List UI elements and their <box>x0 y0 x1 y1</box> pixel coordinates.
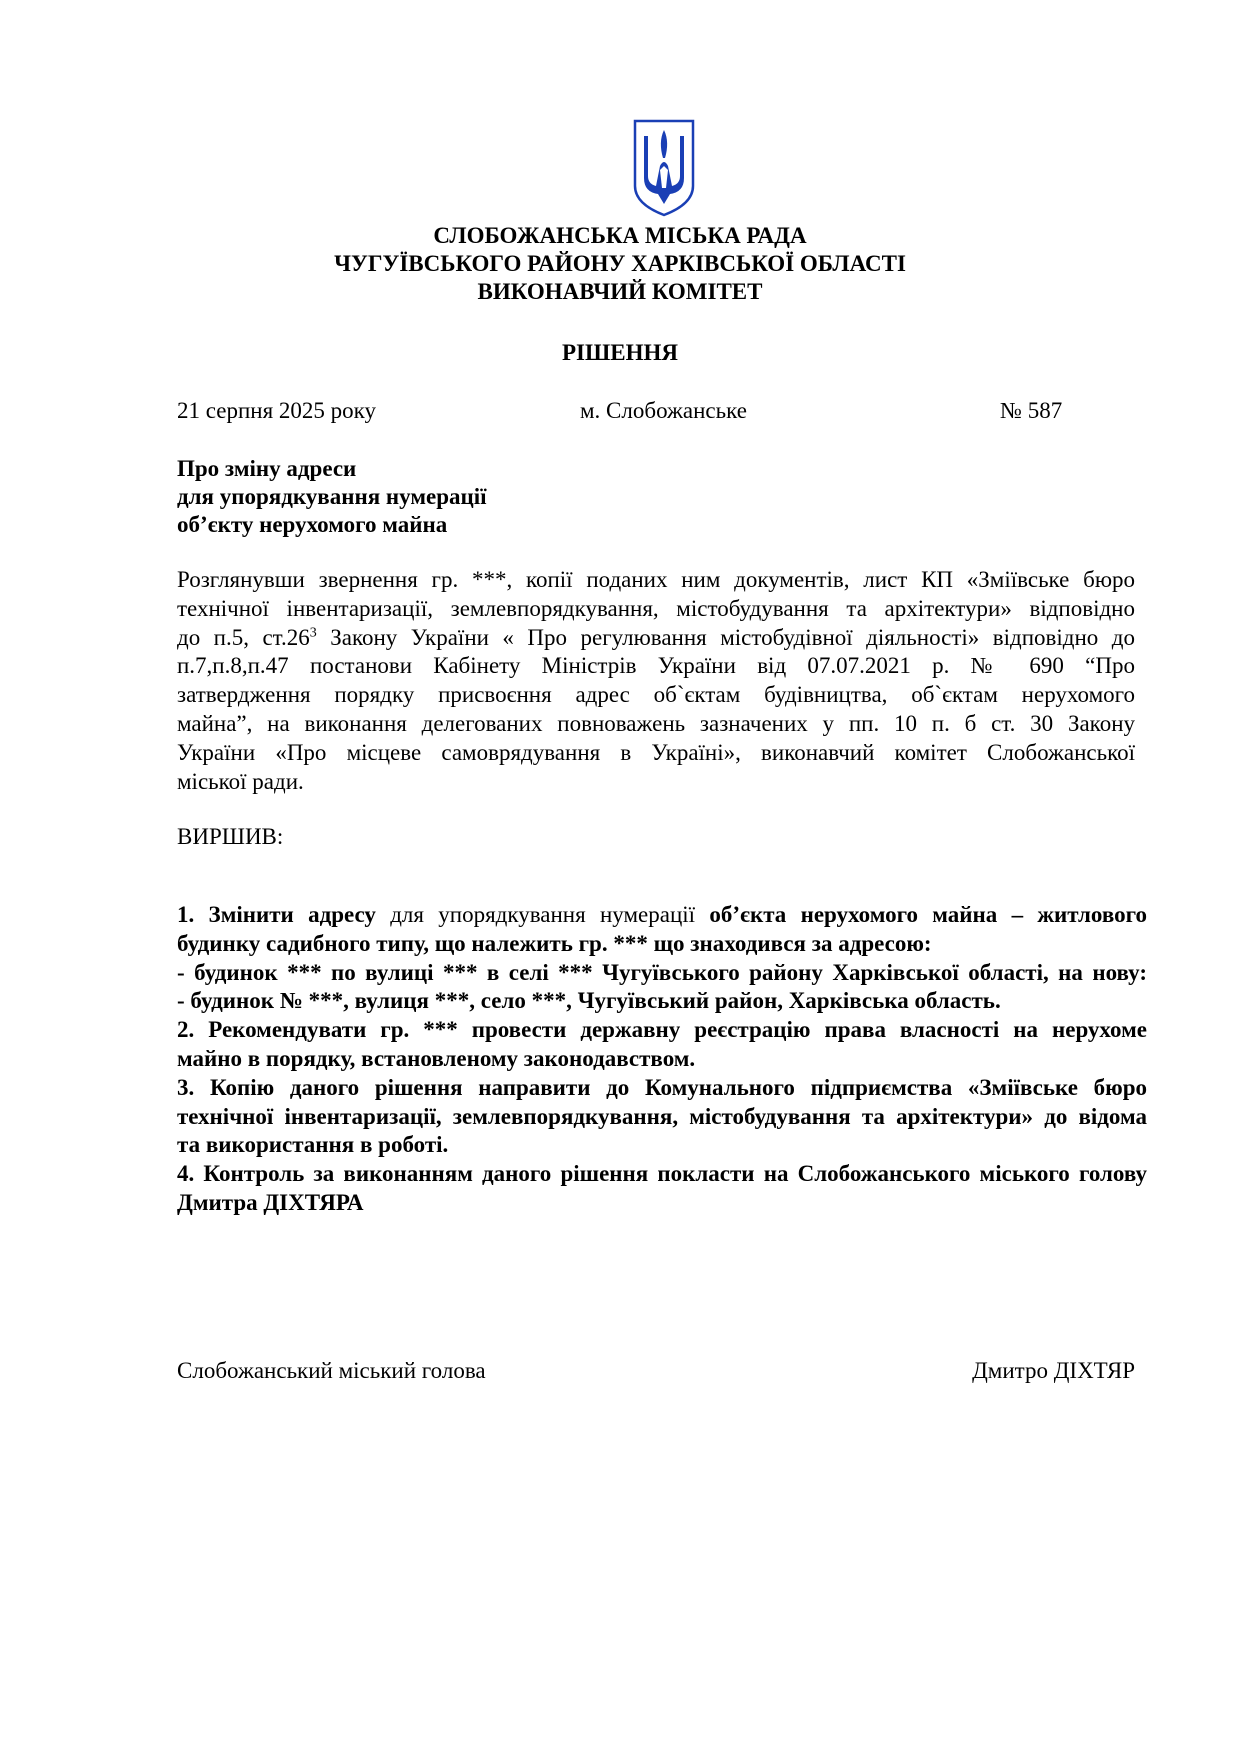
document-number: № 587 <box>1000 398 1063 423</box>
preamble-line: міської ради. <box>177 768 304 794</box>
article-superscript: 3 <box>309 624 317 640</box>
decision-text: об’єкта нерухомого майна – житлового <box>709 902 1147 927</box>
decision-line: будинку садибного типу, що належить гр. *** що знаходився за адресою: <box>177 930 932 956</box>
decision-line <box>177 901 1147 930</box>
decision-line: Дмитра ДІХТЯРА <box>177 1189 364 1215</box>
preamble-paragraph <box>177 566 1135 796</box>
preamble-text: Закону України « Про регулювання містобудівної діяльності» відповідно до <box>316 624 1135 650</box>
decision-line: - будинок № ***, вулиця ***, село ***, Чугуївський район, Харківська область. <box>177 988 1001 1014</box>
tryzub-coat-of-arms-icon <box>632 118 696 218</box>
council-district: ЧУГУЇВСЬКОГО РАЙОНУ ХАРКІВСЬКОЇ ОБЛАСТІ <box>334 251 906 276</box>
document-subject <box>177 455 487 539</box>
preamble-line: майна”, на виконання делегованих повноважень зазначених у пп. 10 п. б ст. 30 Закону <box>177 710 1135 736</box>
preamble-line: Розглянувши звернення гр. ***, копії поданих ним документів, лист КП «Зміївське бюро <box>177 567 1135 592</box>
council-header <box>0 222 1240 306</box>
decision-line: 4. Контроль за виконанням даного рішення покласти на Слобожанського міського голову <box>177 1161 1147 1187</box>
signatory-name: Дмитро ДІХТЯР <box>972 1358 1135 1383</box>
preamble-line: п.7,п.8,п.47 постанови Кабінету Міністрів України від 07.07.2021 р. № 690 “Про <box>177 653 1135 679</box>
decision-line: та використання в роботі. <box>177 1132 449 1158</box>
council-name: СЛОБОЖАНСЬКА МІСЬКА РАДА <box>433 223 807 248</box>
document-place: м. Слобожанське <box>580 398 747 423</box>
preamble-line <box>177 624 1135 653</box>
subject-line: об’єкту нерухомого майна <box>177 512 448 537</box>
resolved-heading: ВИРШИВ: <box>177 824 284 849</box>
document-date: 21 серпня 2025 року <box>177 398 376 423</box>
subject-line: Про зміну адреси <box>177 456 357 481</box>
decision-line: майно в порядку, встановленому законодавством. <box>177 1045 696 1071</box>
decision-line: - будинок *** по вулиці *** в селі *** Чугуївського району Харківської області, на нову: <box>177 959 1147 985</box>
decision-text: для упорядкування нумерації <box>375 902 710 927</box>
preamble-line: затвердження порядку присвоєння адрес об`єктам будівництва, об`єктам нерухомого <box>177 682 1135 708</box>
preamble-line: технічної інвентаризації, землевпорядкування, містобудування та архітектури» відповідно <box>177 595 1135 621</box>
decision-line: технічної інвентаризації, землевпорядкування, містобудування та архітектури» до відома <box>177 1103 1147 1129</box>
decision-line: 3. Копію даного рішення направити до Комунального підприємства «Зміївське бюро <box>177 1074 1147 1100</box>
document-title: РІШЕННЯ <box>562 340 678 365</box>
preamble-text: до п.5, ст.26 <box>177 624 310 650</box>
preamble-line: України «Про місцеве самоврядування в Україні», виконавчий комітет Слобожанської <box>177 739 1135 765</box>
decision-line: 2. Рекомендувати гр. *** провести державну реєстрацію права власності на нерухоме <box>177 1017 1147 1043</box>
decision-list <box>177 901 1147 1218</box>
decision-text: 1. Змінити адресу <box>177 902 376 927</box>
subject-line: для упорядкування нумерації <box>177 484 487 509</box>
signatory-position: Слобожанський міський голова <box>177 1358 486 1383</box>
executive-committee: ВИКОНАВЧИЙ КОМІТЕТ <box>477 279 763 304</box>
